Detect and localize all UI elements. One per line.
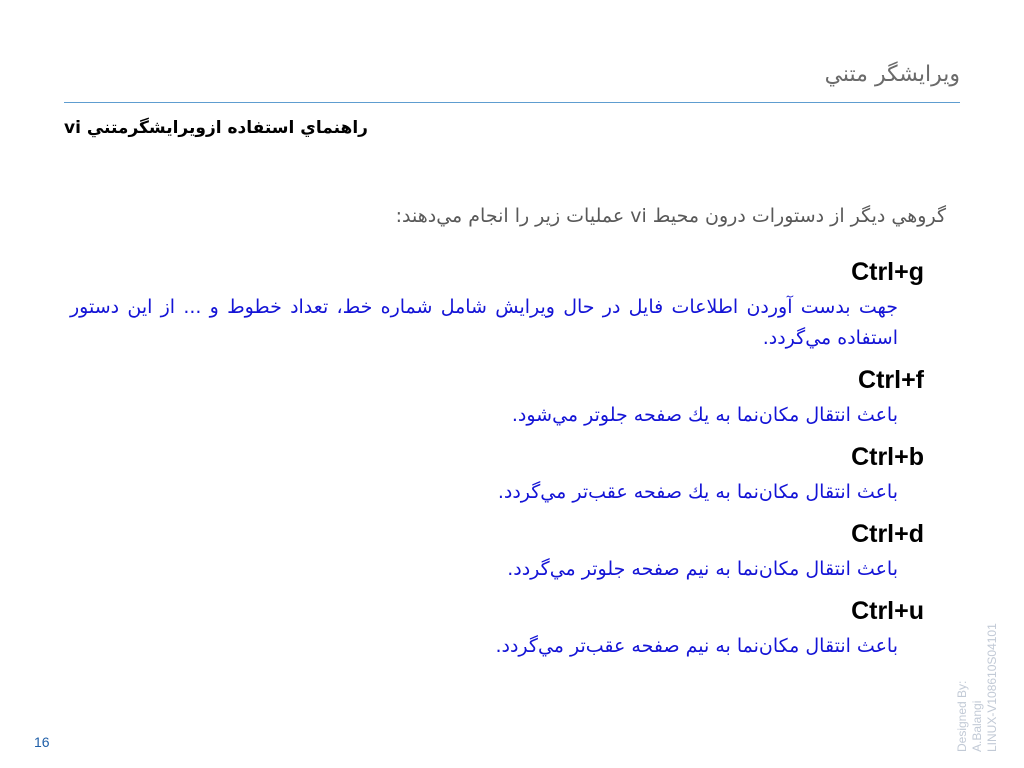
intro-text: گروهي ديگر از دستورات درون محيط vi عمليات زير را انجام مي‌دهند: (395, 205, 946, 227)
command-description: باعث انتقال مكان‌نما به نيم صفحه عقب‌تر مي‌گردد. (495, 635, 898, 657)
command-description: باعث انتقال مكان‌نما به يك صفحه جلوتر مي‌شود. (511, 404, 898, 426)
slide-title: ويرايشگر متني (824, 62, 960, 87)
command-item (70, 443, 924, 508)
command-list (70, 258, 924, 674)
command-key: Ctrl+d (851, 520, 924, 548)
designer-name: A.Balangi (970, 700, 984, 752)
command-key: Ctrl+b (851, 443, 924, 471)
slide-subtitle: راهنماي استفاده ازويرايشگرمتني vi (64, 118, 368, 138)
document-code: LINUX-V108610S04101 (985, 623, 999, 752)
designer-label: Designed By: (955, 680, 969, 752)
command-item (70, 597, 924, 662)
command-key: Ctrl+u (851, 597, 924, 625)
command-item (70, 366, 924, 431)
page-number: 16 (34, 734, 50, 750)
command-item (70, 258, 924, 354)
command-key: Ctrl+f (858, 366, 924, 394)
command-key: Ctrl+g (851, 258, 924, 286)
title-divider (64, 102, 960, 103)
command-item (70, 520, 924, 585)
designer-credit (955, 623, 1000, 752)
command-description: باعث انتقال مكان‌نما به يك صفحه عقب‌تر مي‌گردد. (497, 481, 898, 503)
command-description: جهت بدست آوردن اطلاعات فايل در حال ويرايش شامل شماره خط، تعداد خطوط و ... از اين دستور استفاده مي‌گردد. (70, 296, 898, 349)
command-description: باعث انتقال مكان‌نما به نيم صفحه جلوتر مي‌گردد. (507, 558, 898, 580)
